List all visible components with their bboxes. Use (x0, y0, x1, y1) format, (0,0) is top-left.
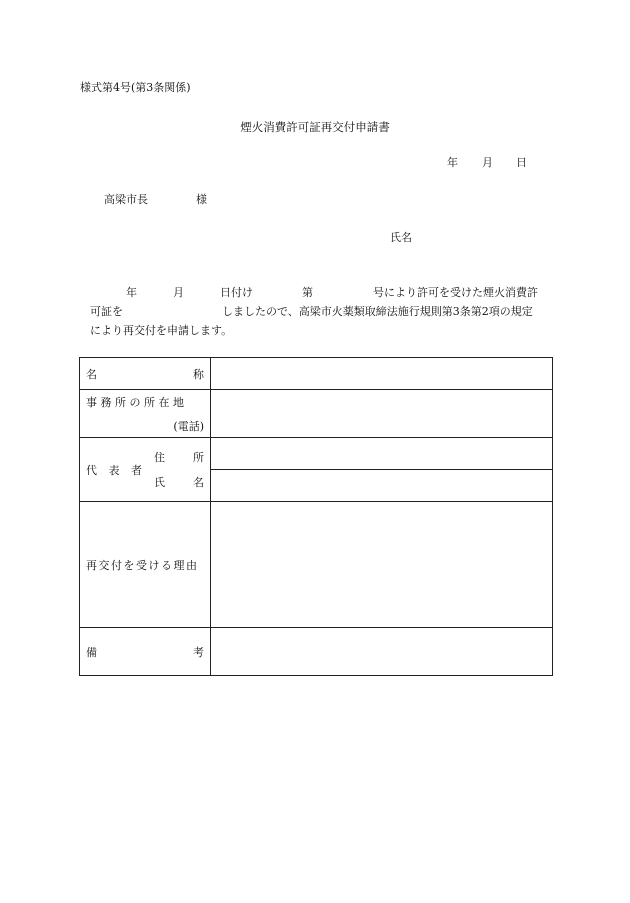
statement-dated: 日付け (220, 286, 253, 299)
name-field[interactable] (211, 358, 553, 390)
reason-label-cell (80, 502, 211, 628)
table-row-office (80, 390, 553, 438)
reason-label: 再交付を受ける理由 (86, 558, 199, 572)
date-month-label: 月 (482, 156, 493, 169)
addressee-name: 高梁市長 (104, 193, 148, 206)
reason-field[interactable] (211, 502, 553, 628)
remarks-field[interactable] (211, 628, 553, 676)
statement-line2-rest: しましたので、高梁市火薬類取締法施行規則第3条第2項の規定 (222, 305, 533, 318)
office-label-cell (80, 390, 211, 438)
office-address-label: 事 務 所 の 所 在 地 (86, 395, 184, 409)
remarks-label-right: 考 (193, 645, 204, 659)
statement-month: 月 (173, 286, 184, 299)
representative-label: 代 表 者 (86, 463, 146, 477)
statement-year: 年 (126, 286, 137, 299)
name-label-left: 名 (86, 367, 97, 381)
addressee-honorific: 様 (196, 193, 207, 206)
statement-dai: 第 (302, 286, 313, 299)
document-title: 煙火消費許可証再交付申請書 (240, 120, 390, 134)
statement-line2-start: 可証を (90, 305, 123, 318)
table-row-name (80, 358, 553, 390)
representative-name-right: 名 (193, 476, 204, 489)
representative-name-field[interactable] (211, 470, 553, 502)
form-number: 様式第4号(第3条関係) (80, 81, 191, 94)
remarks-label-cell (80, 628, 211, 676)
table-row-representative-address (80, 438, 553, 470)
table-row-remarks (80, 628, 553, 676)
statement-line3: により再交付を申請します。 (90, 324, 233, 337)
application-form-table (79, 357, 553, 676)
remarks-label-left: 備 (86, 645, 97, 659)
date-day-label: 日 (516, 156, 527, 169)
representative-name-left: 氏 (154, 476, 165, 489)
date-year-label: 年 (447, 156, 458, 169)
name-label-right: 称 (193, 367, 204, 381)
representative-label-cell (80, 438, 211, 502)
office-phone-label: (電話) (173, 419, 204, 433)
applicant-name-label: 氏名 (390, 231, 412, 244)
table-row-reason (80, 502, 553, 628)
statement-line1-rest: 号により許可を受けた煙火消費許 (373, 286, 538, 299)
name-label-cell (80, 358, 211, 390)
office-address-field[interactable] (211, 390, 553, 438)
representative-address-left: 住 (154, 451, 165, 464)
representative-address-right: 所 (193, 451, 204, 464)
representative-address-field[interactable] (211, 438, 553, 470)
